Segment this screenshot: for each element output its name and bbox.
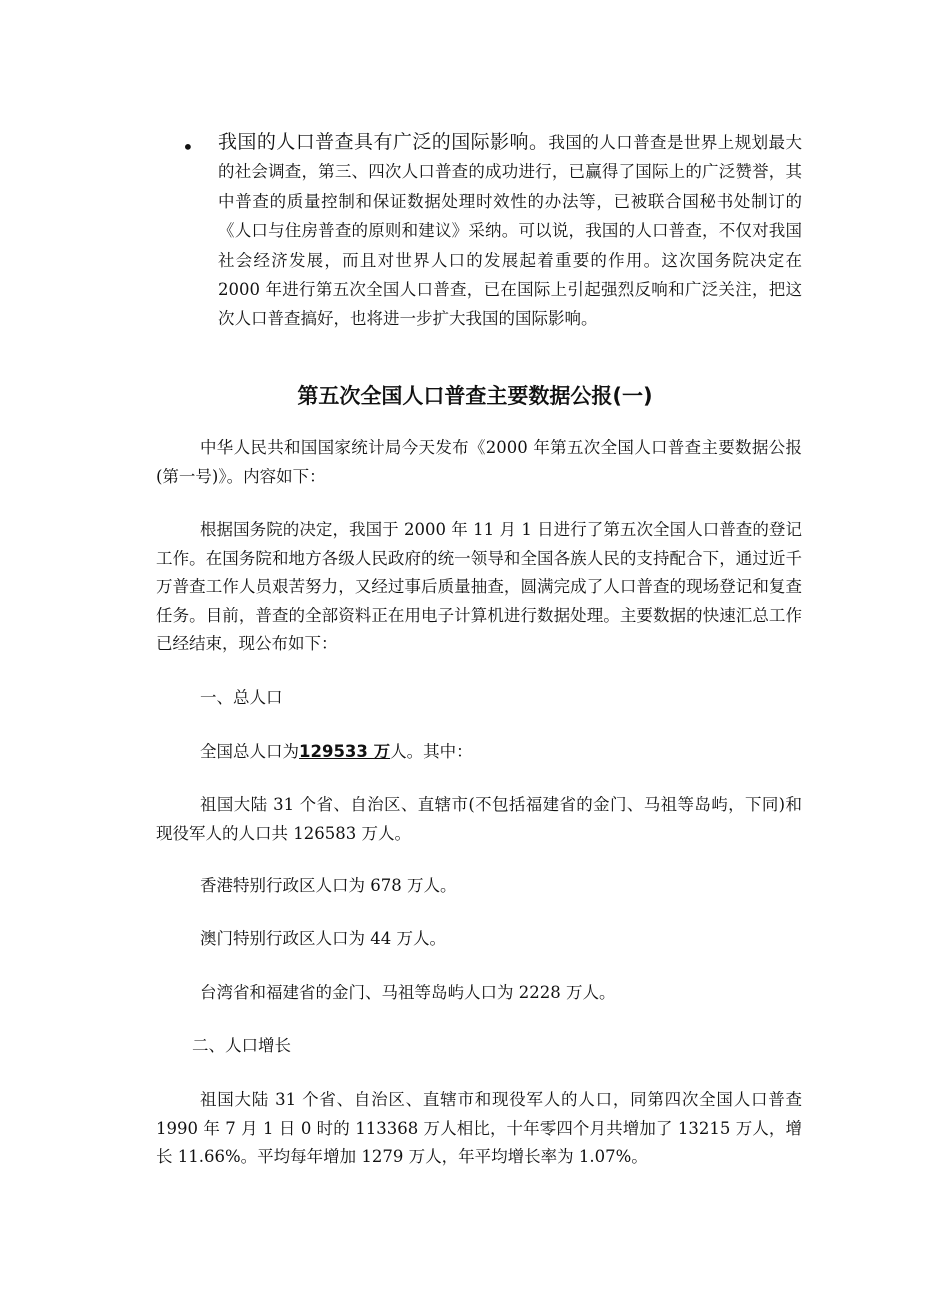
hongkong-population-paragraph: 香港特别行政区人口为 678 万人。	[200, 876, 457, 895]
total-population-value: 129533 万	[299, 742, 391, 761]
section-heading-population-growth: 二、人口增长	[192, 1036, 291, 1055]
mainland-population-paragraph: 祖国大陆 31 个省、自治区、直辖市(不包括福建省的金门、马祖等岛屿，下同)和现役军人的人口共 126583 万人。	[156, 795, 802, 843]
decision-paragraph: 根据国务院的决定，我国于 2000 年 11 月 1 日进行了第五次全国人口普查的登记工作。在国务院和地方各级人民政府的统一领导和全国各族人民的支持配合下，通过近千万普查工作人员艰苦努力，又经过事后质量抽查，圆满完成了人口普查的现场登记和复查任务。目前，普查的全部资料正在用电子计算机进行数据处理。主要数据的快速汇总工作已经结束，现公布如下：	[156, 520, 802, 653]
intro-paragraph: 中华人民共和国国家统计局今天发布《2000 年第五次全国人口普查主要数据公报(第一号)》。内容如下：	[156, 438, 802, 486]
total-population-prefix: 全国总人口为	[200, 742, 299, 761]
taiwan-population-paragraph: 台湾省和福建省的金门、马祖等岛屿人口为 2228 万人。	[200, 983, 616, 1002]
total-population-suffix: 人。其中：	[390, 742, 473, 761]
macao-population-paragraph: 澳门特别行政区人口为 44 万人。	[200, 929, 446, 948]
population-growth-paragraph: 祖国大陆 31 个省、自治区、直辖市和现役军人的人口，同第四次全国人口普查 1990 年 7 月 1 日 0 时的 113368 万人相比，十年零四个月共增加了 13215 万人，增长 11.66%。平均每年增加 1279 万人，年平均增长率为 1.07%。	[156, 1090, 802, 1166]
document-title: 第五次全国人口普查主要数据公报(一)	[297, 384, 653, 408]
total-population-paragraph	[156, 738, 802, 767]
bullet-paragraph	[218, 128, 802, 334]
bullet-icon: •	[182, 135, 194, 159]
bullet-body-text: 我国的人口普查是世界上规划最大的社会调查，第三、四次人口普查的成功进行，已赢得了国际上的广泛赞誉，其中普查的质量控制和保证数据处理时效性的办法等，已被联合国秘书处制订的《人口与住房普查的原则和建议》采纳。可以说，我国的人口普查，不仅对我国社会经济发展，而且对世界人口的发展起着重要的作用。这次国务院决定在 2000 年进行第五次全国人口普查，已在国际上引起强烈反响和广泛关注，把这次人口普查搞好，也将进一步扩大我国的国际影响。	[218, 133, 802, 329]
bullet-lead-text: 我国的人口普查具有广泛的国际影响。	[218, 131, 549, 153]
section-heading-total-population: 一、总人口	[200, 688, 283, 707]
